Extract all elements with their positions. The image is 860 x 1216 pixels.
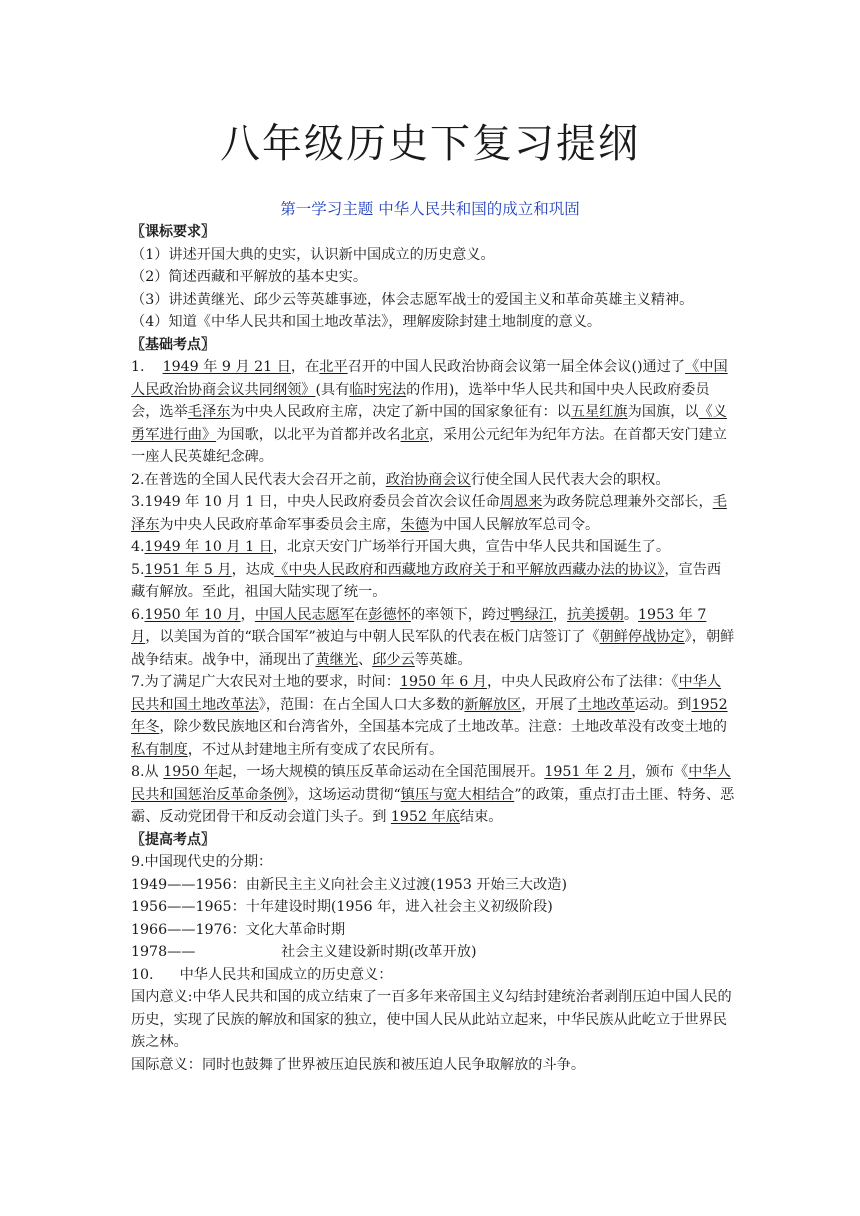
period-item-last: 1978—— 社会主义建设新时期(改革开放) xyxy=(131,944,477,960)
point-2: 2.在普选的全国人民代表大会召开之前，政治协商会议行使全国人民代表大会的职权。 xyxy=(131,471,670,488)
document-title: 八年级历史下复习提纲 xyxy=(220,121,640,167)
topic-subtitle: 第一学习主题 中华人民共和国的成立和巩固 xyxy=(280,200,580,218)
point-6: 6.1950 年 10 月，中国人民志愿军在彭德怀的率领下，跨过鸭绿江，抗美援朝。1953 年 7 月，以美国为首的“联合国军”被迫与中朝人民军队的代表在板门店签订了《朝鲜停战协定》，朝鲜战争结束。战争中，涌现出了黄继光、邱少云等英雄。 xyxy=(131,606,735,668)
section-heading-basics: 〖基础考点〗 xyxy=(131,336,215,353)
document-body xyxy=(131,221,735,1076)
point-4: 4.1949 年 10 月 1 日，北京天安门广场举行开国大典，宣告中华人民共和国诞生了。 xyxy=(131,539,671,555)
section-heading-requirements: 〖课标要求〗 xyxy=(131,224,215,240)
point-8: 8.从 1950 年起，一场大规模的镇压反革命运动在全国范围展开。1951 年 2 月，颁布《中华人民共和国惩治反革命条例》，这场运动贯彻“镇压与宽大相结合”的政策，重点打击土匪、特务、恶霸、反动党团骨干和反动会道门头子。到 1952 年底结束。 xyxy=(131,764,735,825)
period-item: 1949——1956：由新民主主义向社会主义过渡(1953 开始三大改造) xyxy=(131,876,568,893)
requirement-item: （4）知道《中华人民共和国土地改革法》，理解废除封建土地制度的意义。 xyxy=(131,314,602,330)
domestic-significance: 国内意义:中华人民共和国的成立结束了一百多年来帝国主义勾结封建统治者剥削压迫中国人民的历史，实现了民族的解放和国家的独立，使中国人民从此站立起来，中华民族从此屹立于世界民族之林。 xyxy=(131,989,732,1050)
point-3: 3.1949 年 10 月 1 日，中央人民政府委员会首次会议任命周恩来为政务院总理兼外交部长，毛泽东为中央人民政府革命军事委员会主席，朱德为中国人民解放军总司令。 xyxy=(131,494,727,533)
international-significance: 国际意义：同时也鼓舞了世界被压迫民族和被压迫人民争取解放的斗争。 xyxy=(131,1056,586,1073)
requirement-item: （3）讲述黄继光、邱少云等英雄事迹，体会志愿军战士的爱国主义和革命英雄主义精神。 xyxy=(131,291,694,308)
period-item: 1956——1965：十年建设时期(1956 年，进入社会主义初级阶段) xyxy=(131,899,553,915)
requirement-item: （2）简述西藏和平解放的基本史实。 xyxy=(131,269,368,285)
section-heading-advanced: 〖提高考点〗 xyxy=(131,831,215,848)
point-1: 1. 1949 年 9 月 21 日，在北平召开的中国人民政治协商会议第一届全体会议()通过了《中国人民政治协商会议共同纲领》(具有临时宪法的作用)，选举中华人民共和国中央人民政府委员会，选举毛泽东为中央人民政府主席，决定了新中国的国家象征有：以五星红旗为国旗，以《义勇军进行曲》为国歌，以北平为首都并改名北京，采用公元纪年为纪年方法。在首都天安门建立一座人民英雄纪念碑。 xyxy=(131,359,728,465)
requirement-item: （1）讲述开国大典的史实，认识新中国成立的历史意义。 xyxy=(131,246,495,263)
point-10: 10. 中华人民共和国成立的历史意义： xyxy=(131,966,393,983)
point-9: 9.中国现代史的分期： xyxy=(131,854,273,870)
period-item: 1966——1976：文化大革命时期 xyxy=(131,921,346,938)
point-7: 7.为了满足广大农民对土地的要求，时间：1950 年 6 月，中央人民政府公布了法律：《中华人民共和国土地改革法》，范围：在占全国人口大多数的新解放区，开展了土地改革运动。到1952 年冬，除少数民族地区和台湾省外，全国基本完成了土地改革。注意：土地改革没有改变土地的私有制度，不过从封建地主所有变成了农民所有。 xyxy=(131,674,728,758)
point-5: 5.1951 年 5 月，达成《中央人民政府和西藏地方政府关于和平解放西藏办法的协议》，宣告西藏有解放。至此，祖国大陆实现了统一。 xyxy=(131,561,722,600)
